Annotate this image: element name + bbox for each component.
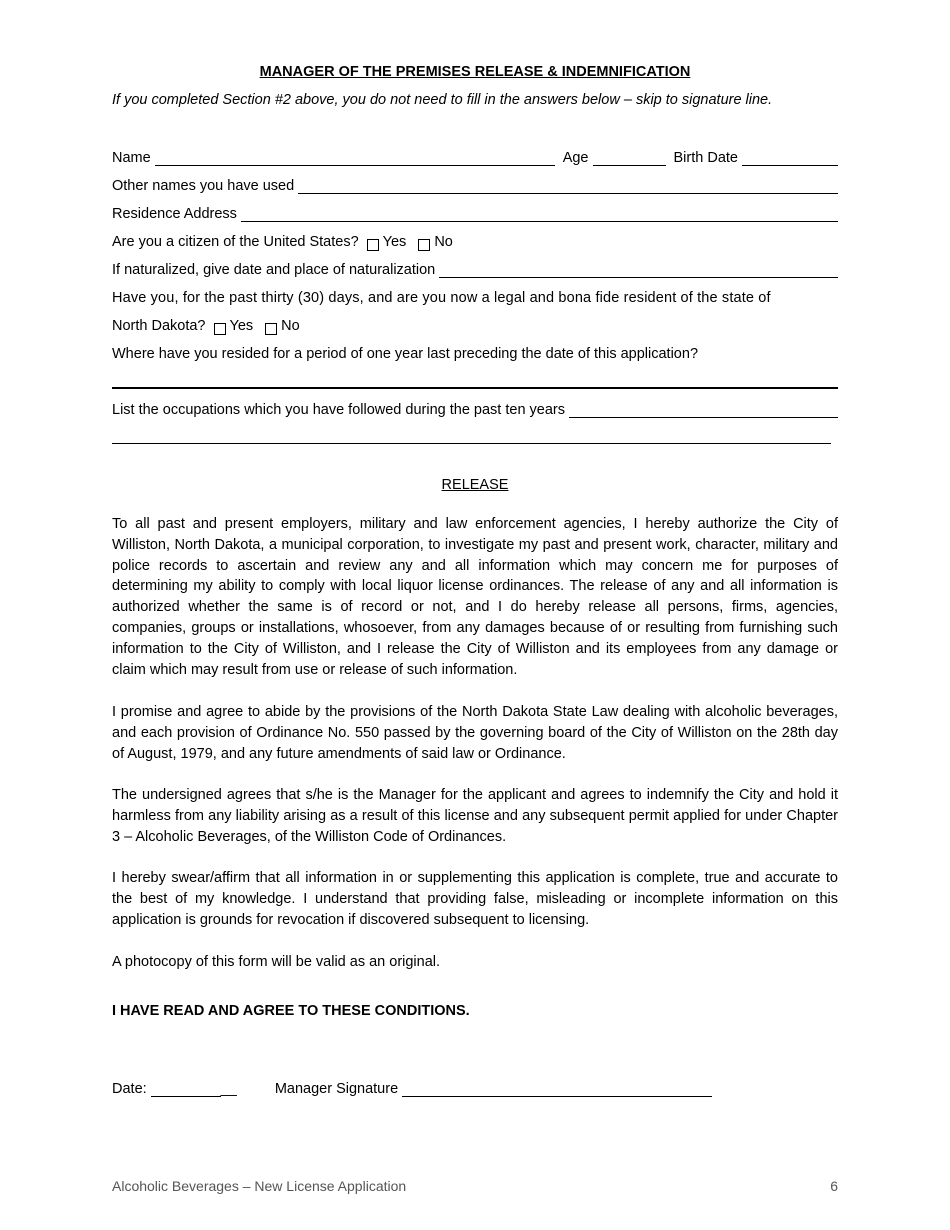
citizen-no-checkbox[interactable] bbox=[418, 239, 430, 251]
resident-question-line2: North Dakota? bbox=[112, 318, 206, 334]
resident-yes-label: Yes bbox=[229, 318, 254, 334]
naturalization-field[interactable] bbox=[439, 261, 838, 278]
release-paragraph-5: A photocopy of this form will be valid as an original. bbox=[112, 954, 441, 970]
occupations-field[interactable] bbox=[569, 401, 838, 418]
name-field[interactable] bbox=[155, 149, 555, 166]
resident-no-label: No bbox=[281, 318, 300, 334]
citizen-yes-label: Yes bbox=[382, 234, 407, 250]
other-names-label: Other names you have used bbox=[112, 178, 295, 194]
other-names-row bbox=[112, 172, 838, 194]
date-suffix: __ bbox=[220, 1081, 237, 1097]
age-field[interactable] bbox=[593, 149, 666, 166]
birth-date-label: Birth Date bbox=[673, 150, 738, 166]
name-label: Name bbox=[112, 150, 151, 166]
signature-row bbox=[112, 1075, 732, 1097]
resident-yes-checkbox[interactable] bbox=[214, 323, 226, 335]
age-label: Age bbox=[562, 150, 589, 166]
resident-question-row bbox=[112, 284, 838, 306]
release-heading: RELEASE bbox=[441, 477, 509, 493]
birth-date-field[interactable] bbox=[742, 149, 838, 166]
page-number: 6 bbox=[830, 1178, 838, 1194]
release-paragraph-3: The undersigned agrees that s/he is the Manager for the applicant and agrees to indemnify the City and hold it harmless from any liability arising as a result of this license and any subsequent permit applied for under Chapter 3 – Alcoholic Beverages, of the Williston Code of Ordinances. bbox=[112, 787, 838, 845]
name-row bbox=[112, 144, 838, 166]
agreement-statement: I HAVE READ AND AGREE TO THESE CONDITIONS. bbox=[112, 1003, 470, 1019]
form-title: MANAGER OF THE PREMISES RELEASE & INDEMNIFICATION bbox=[259, 64, 691, 80]
resided-answer-line[interactable] bbox=[112, 387, 838, 389]
other-names-field[interactable] bbox=[298, 177, 838, 194]
citizen-no-label: No bbox=[434, 234, 453, 250]
release-paragraph-1: To all past and present employers, military and law enforcement agencies, I hereby authorize the City of Williston, North Dakota, a municipal corporation, to investigate my past and present work, character, military and police records to ascertain and review any and all information which may concern me for purposes of determining my ability to comply with local liquor license ordinances. The release of any and all information is authorized whether the same is of record or not, and I do hereby release all persons, firms, agencies, companies, groups or installations, whosoever, from any damages because of or resulting from furnishing such information to the City of Williston, and I release the City of Williston and its employees from any damage or claim which may result from use or release of such information. bbox=[112, 516, 838, 678]
resided-row bbox=[112, 340, 838, 362]
date-field[interactable] bbox=[151, 1080, 221, 1097]
naturalization-row bbox=[112, 256, 838, 278]
signature-label: Manager Signature bbox=[274, 1081, 399, 1097]
occupations-continuation-line[interactable] bbox=[112, 443, 831, 444]
residence-row bbox=[112, 200, 838, 222]
page-footer bbox=[112, 1178, 838, 1194]
citizen-row bbox=[112, 228, 838, 250]
resident-question-line1: Have you, for the past thirty (30) days, and are you now a legal and bona fide resident of the state of bbox=[112, 290, 771, 306]
signature-field[interactable] bbox=[402, 1080, 712, 1097]
footer-title: Alcoholic Beverages – New License Application bbox=[112, 1178, 407, 1194]
residence-field[interactable] bbox=[241, 205, 838, 222]
occupations-row bbox=[112, 396, 838, 418]
resident-no-checkbox[interactable] bbox=[265, 323, 277, 335]
citizen-yes-checkbox[interactable] bbox=[367, 239, 379, 251]
release-paragraph-4: I hereby swear/affirm that all information in or supplementing this application is complete, true and accurate to the best of my knowledge. I understand that providing false, misleading or incomplete information on this application is grounds for revocation if discovered subsequent to licensing. bbox=[112, 870, 838, 928]
resided-question: Where have you resided for a period of one year last preceding the date of this application? bbox=[112, 346, 699, 362]
residence-label: Residence Address bbox=[112, 206, 237, 222]
release-paragraph-2: I promise and agree to abide by the provisions of the North Dakota State Law dealing with alcoholic beverages, and each provision of Ordinance No. 550 passed by the governing board of the City of Williston on the 28th day of August, 1979, and any future amendments of said law or Ordinance. bbox=[112, 704, 838, 762]
naturalization-label: If naturalized, give date and place of naturalization bbox=[112, 262, 436, 278]
resident-answer-row bbox=[112, 312, 838, 334]
occupations-label: List the occupations which you have followed during the past ten years bbox=[112, 402, 565, 418]
form-instructions: If you completed Section #2 above, you do not need to fill in the answers below – skip to signature line. bbox=[112, 92, 773, 108]
date-label: Date: bbox=[112, 1081, 147, 1097]
citizen-question: Are you a citizen of the United States? bbox=[112, 234, 359, 250]
